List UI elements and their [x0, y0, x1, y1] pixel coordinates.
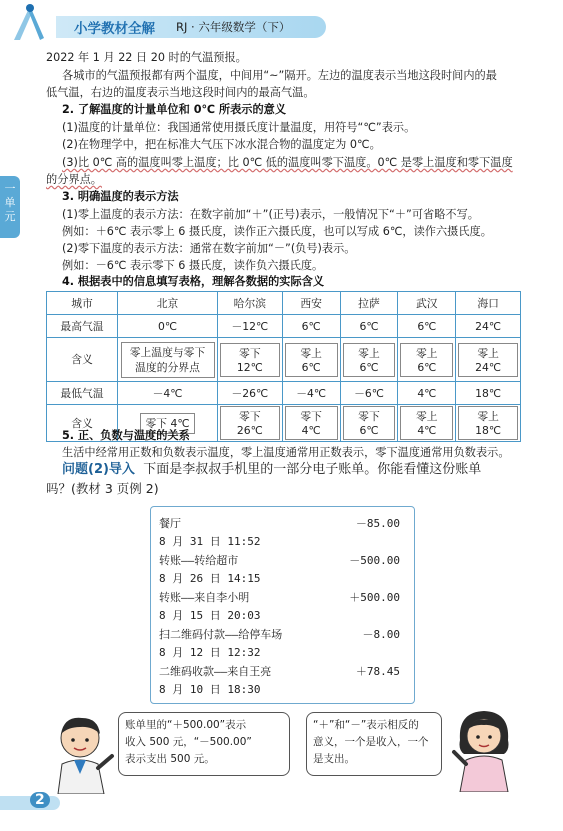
table-cell — [456, 338, 521, 382]
table-cell: 6℃ — [340, 315, 398, 338]
speech-bubble-left — [118, 712, 290, 776]
book-brand: 小学教材全解 — [74, 21, 155, 37]
answer-box: 零下 6℃ — [343, 406, 396, 440]
bill-item-title: 转账——转给超市 — [159, 554, 239, 567]
bill-item-time: 8 月 10 日 18:30 — [159, 683, 261, 696]
bill-item-time: 8 月 15 日 20:03 — [159, 609, 261, 622]
bubble-line: 意义，一个是收入，一个 — [313, 736, 429, 748]
table-row — [47, 382, 521, 405]
table-cell: 6℃ — [282, 315, 340, 338]
table-cell: 4℃ — [398, 382, 456, 405]
answer-box: 零上 18℃ — [458, 406, 518, 440]
text-line: 的分界点。 — [46, 173, 102, 186]
section-heading: 3. 明确温度的表示方法 — [62, 190, 179, 203]
text-line: (1)温度的计量单位：我国通常使用摄氏度计量温度，用符号“℃”表示。 — [62, 121, 416, 134]
text-line: (1)零上温度的表示方法：在数字前加“＋”(正号)表示，一般情况下“＋”可省略不写。 — [62, 208, 479, 221]
bubble-line: 账单里的“＋500.00”表示 — [125, 719, 247, 731]
answer-box: 零上 6℃ — [400, 343, 453, 377]
question-lead: 问题(2)导入 — [62, 462, 135, 477]
bill-item-amount: ＋78.45 — [355, 665, 400, 678]
text-line: 生活中经常用正数和负数表示温度，零上温度通常用正数表示，零下温度通常用负数表示。 — [62, 446, 510, 459]
bill-item-amount: －85.00 — [355, 517, 400, 530]
table-cell: －6℃ — [340, 382, 398, 405]
bubble-line: 表示支出 500 元。 — [125, 753, 215, 765]
compass-logo-icon — [8, 2, 52, 42]
answer-box: 零上 6℃ — [285, 343, 338, 377]
table-header-cell: 拉萨 — [340, 292, 398, 315]
boy-illustration-icon — [44, 712, 120, 794]
text-line: (3)比 0℃ 高的温度叫零上温度；比 0℃ 低的温度叫零下温度。0℃ 是零上温度和零下温度 — [62, 156, 513, 169]
table-cell: －26℃ — [218, 382, 283, 405]
bubble-line: 收入 500 元，“－500.00” — [125, 736, 252, 748]
table-cell — [340, 405, 398, 442]
table-cell: 含义 — [47, 338, 118, 382]
question-text: 下面是李叔叔手机里的一部分电子账单。你能看懂这份账单 — [143, 462, 482, 477]
table-cell — [218, 405, 283, 442]
table-row — [47, 315, 521, 338]
bubble-line: 是支出。 — [313, 753, 355, 765]
question-line — [62, 462, 481, 478]
bill-item-title: 扫二维码付款——给停车场 — [159, 628, 283, 641]
unit-side-tab: 一单元 — [0, 176, 20, 238]
table-cell — [118, 338, 218, 382]
table-cell: 18℃ — [456, 382, 521, 405]
table-cell — [398, 338, 456, 382]
bill-item-amount: －500.00 — [349, 554, 400, 567]
section-heading: 4. 根据表中的信息填写表格，理解各数据的实际含义 — [62, 275, 325, 288]
text-line: 例如：＋6℃ 表示零上 6 摄氏度，读作正六摄氏度，也可以写成 6℃，读作六摄氏度。 — [62, 225, 492, 238]
answer-box: 零上温度与零下温度的分界点 — [121, 342, 215, 378]
answer-box: 零下 26℃ — [220, 406, 280, 440]
page-header — [0, 0, 563, 44]
table-row — [47, 338, 521, 382]
table-header-cell: 武汉 — [398, 292, 456, 315]
page-footer — [0, 792, 563, 816]
table-header-cell: 海口 — [456, 292, 521, 315]
text-line: (2)零下温度的表示方法：通常在数字前加“－”(负号)表示。 — [62, 242, 356, 255]
table-header-cell: 西安 — [282, 292, 340, 315]
table-cell — [398, 405, 456, 442]
bill-item-time: 8 月 26 日 14:15 — [159, 572, 261, 585]
table-header-cell: 北京 — [118, 292, 218, 315]
answer-box: 零下 4℃ — [140, 413, 194, 434]
section-heading: 2. 了解温度的计量单位和 0℃ 所表示的意义 — [62, 103, 287, 116]
bill-item-amount: －8.00 — [362, 628, 400, 641]
bubble-line: “＋”和“－”表示相反的 — [313, 719, 419, 731]
table-cell: －4℃ — [118, 382, 218, 405]
table-header-cell: 哈尔滨 — [218, 292, 283, 315]
table-cell: 6℃ — [398, 315, 456, 338]
answer-box: 零下 12℃ — [220, 343, 280, 377]
question-line: 吗？(教材 3 页例 2) — [46, 481, 159, 496]
bill-item-title: 转账——来自李小明 — [159, 591, 250, 604]
book-edition: RJ · 六年级数学（下） — [176, 20, 291, 34]
text-line: 2022 年 1 月 22 日 20 时的气温预报。 — [46, 51, 247, 64]
bill-item-title: 餐厅 — [159, 517, 181, 530]
answer-box: 零上 24℃ — [458, 343, 518, 377]
table-cell — [456, 405, 521, 442]
girl-illustration-icon — [448, 706, 520, 792]
table-cell: 最低气温 — [47, 382, 118, 405]
bill-item-amount: ＋500.00 — [349, 591, 400, 604]
bill-item-time: 8 月 12 日 12:32 — [159, 646, 261, 659]
text-line: 例如：－6℃ 表示零下 6 摄氏度，读作负六摄氏度。 — [62, 259, 324, 272]
speech-bubble-right — [306, 712, 442, 776]
temperature-table — [46, 291, 521, 442]
text-line: 各城市的气温预报都有两个温度，中间用“~”隔开。左边的温度表示当地这段时间内的最 — [62, 69, 497, 82]
table-cell: －12℃ — [218, 315, 283, 338]
section-heading: 5. 正、负数与温度的关系 — [62, 429, 190, 442]
answer-box: 零上 4℃ — [400, 406, 453, 440]
text-line: 低气温，右边的温度表示当地这段时间内的最高气温。 — [46, 86, 315, 99]
answer-box: 零下 4℃ — [285, 406, 338, 440]
bill-item-title: 二维码收款——来自王亮 — [159, 665, 272, 678]
electronic-bill — [150, 506, 415, 704]
bill-item-time: 8 月 31 日 11:52 — [159, 535, 261, 548]
table-cell — [340, 338, 398, 382]
table-cell: 0℃ — [118, 315, 218, 338]
table-cell — [282, 405, 340, 442]
page-number: 2 — [30, 792, 50, 808]
table-cell — [218, 338, 283, 382]
text-line: (2)在物理学中，把在标准大气压下冰水混合物的温度定为 0℃。 — [62, 138, 381, 151]
table-cell: 含义 — [47, 405, 118, 442]
table-cell — [282, 338, 340, 382]
table-cell: －4℃ — [282, 382, 340, 405]
table-cell: 24℃ — [456, 315, 521, 338]
table-header-cell: 城市 — [47, 292, 118, 315]
answer-box: 零上 6℃ — [343, 343, 396, 377]
table-header-row — [47, 292, 521, 315]
table-cell: 最高气温 — [47, 315, 118, 338]
